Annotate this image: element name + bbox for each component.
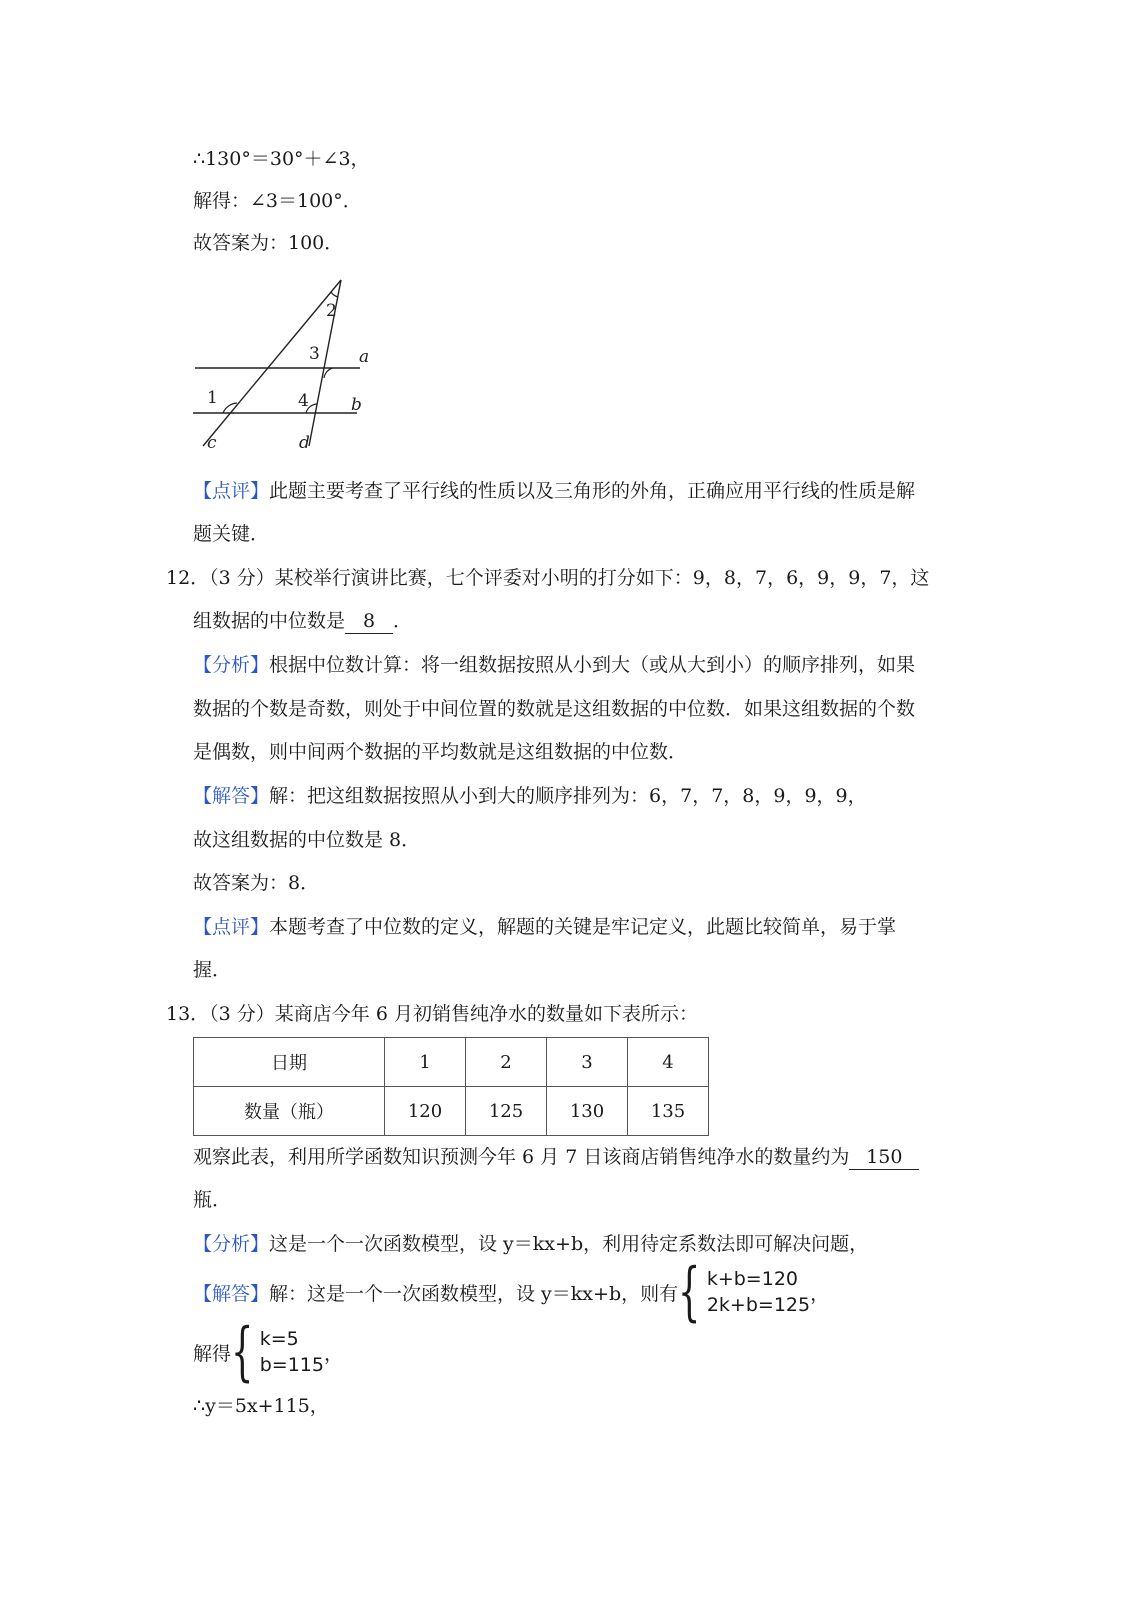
question-13: 13．（3 分）某商店今年 6 月初销售纯净水的数量如下表所示：	[166, 1003, 698, 1025]
solution-13-solve	[193, 1315, 343, 1389]
table-cell: 4	[628, 1038, 709, 1087]
question-13-end: 瓶．	[193, 1189, 232, 1211]
sales-table	[193, 1037, 709, 1136]
angle-2-label: 2	[326, 301, 337, 321]
table-cell: 3	[547, 1038, 628, 1087]
parallel-lines-figure	[185, 270, 385, 460]
analysis-text: 这是一个一次函数模型，设 y＝kx+b，利用待定系数法即可解决问题，	[269, 1233, 869, 1255]
equation-system-2	[260, 1326, 324, 1378]
comment-12	[193, 913, 896, 941]
table-cell: 1	[385, 1038, 466, 1087]
analysis-tag: 【分析】	[193, 1233, 270, 1255]
line-c-label: c	[207, 433, 217, 453]
table-cell: 130	[547, 1087, 628, 1136]
solution-13-final: ∴y＝5x+115，	[193, 1395, 329, 1417]
question-12-end: ．	[393, 610, 413, 632]
question-12: 12．（3 分）某校举行演讲比赛，七个评委对小明的打分如下：9，8，7，6，9，9，7，这	[166, 567, 930, 589]
angle-2-arc	[331, 292, 338, 297]
table-header-cell: 数量（瓶）	[194, 1087, 385, 1136]
table-cell: 120	[385, 1087, 466, 1136]
equation: 2k+b=125	[706, 1294, 811, 1316]
angle-4-label: 4	[298, 391, 309, 411]
solve-text: 解得	[193, 1342, 232, 1365]
question-13-text: 观察此表，利用所学函数知识预测今年 6 月 7 日该商店销售纯净水的数量约为	[193, 1146, 850, 1168]
solution-line-3: 故答案为：100．	[193, 232, 344, 254]
solution-text: 解：把这组数据按照从小到大的顺序排列为：6，7，7，8，9，9，9，	[269, 785, 867, 807]
equation: b=115	[259, 1354, 324, 1376]
solution-line-1: ∴130°＝30°＋∠3，	[193, 148, 370, 170]
table-row	[194, 1087, 709, 1136]
line-d-label: d	[299, 433, 310, 453]
comment-12-cont: 握．	[193, 959, 232, 981]
angle-3-label: 3	[309, 344, 320, 364]
analysis-13	[193, 1230, 868, 1258]
analysis-tag: 【分析】	[193, 654, 270, 676]
comment-tag: 【点评】	[193, 916, 270, 938]
analysis-12-line-3: 是偶数，则中间两个数据的平均数就是这组数据的中位数．	[193, 741, 688, 763]
table-cell: 2	[466, 1038, 547, 1087]
equation-system-1	[707, 1266, 810, 1318]
answer-blank-12: 8	[345, 609, 393, 634]
punctuation: ，	[323, 1342, 343, 1365]
equation-brace: {	[231, 1315, 254, 1389]
line-b-label: b	[351, 395, 362, 415]
solution-tag: 【解答】	[193, 785, 270, 807]
analysis-12	[193, 651, 915, 679]
solution-12-line-2: 故这组数据的中位数是 8．	[193, 829, 421, 851]
equation: k=5	[259, 1328, 299, 1350]
solution-tag: 【解答】	[193, 1282, 270, 1305]
comment-text: 本题考查了中位数的定义，解题的关键是牢记定义，此题比较简单，易于掌	[269, 916, 897, 938]
line-a-label: a	[359, 347, 370, 367]
solution-12-line-3: 故答案为：8．	[193, 872, 320, 894]
solution-line-2: 解得：∠3＝100°．	[193, 190, 362, 212]
table-header-cell: 日期	[194, 1038, 385, 1087]
punctuation: ，	[810, 1282, 830, 1305]
comment-paragraph-1-cont: 题关键．	[193, 523, 270, 545]
question-13-cont	[193, 1143, 919, 1171]
analysis-12-line-2: 数据的个数是奇数，则处于中间位置的数就是这组数据的中位数．如果这组数据的个数	[193, 698, 916, 720]
comment-tag: 【点评】	[193, 480, 270, 502]
equation-brace: {	[678, 1255, 701, 1329]
equation: k+b=120	[706, 1268, 798, 1290]
solution-13	[193, 1255, 830, 1329]
comment-text: 此题主要考查了平行线的性质以及三角形的外角，正确应用平行线的性质是解	[269, 480, 916, 502]
angle-1-label: 1	[207, 388, 218, 408]
question-12-cont	[193, 607, 412, 635]
table-cell: 125	[466, 1087, 547, 1136]
solution-12	[193, 782, 867, 810]
table-cell: 135	[628, 1087, 709, 1136]
answer-blank-13: 150	[849, 1145, 919, 1170]
comment-paragraph-1	[193, 477, 915, 505]
question-12-text: 组数据的中位数是	[193, 610, 346, 632]
angle-3-arc	[324, 368, 333, 378]
line-c	[203, 280, 341, 446]
solution-text: 解：这是一个一次函数模型，设 y＝kx+b，则有	[269, 1282, 679, 1305]
table-row	[194, 1038, 709, 1087]
analysis-text: 根据中位数计算：将一组数据按照从小到大（或从大到小）的顺序排列，如果	[269, 654, 916, 676]
